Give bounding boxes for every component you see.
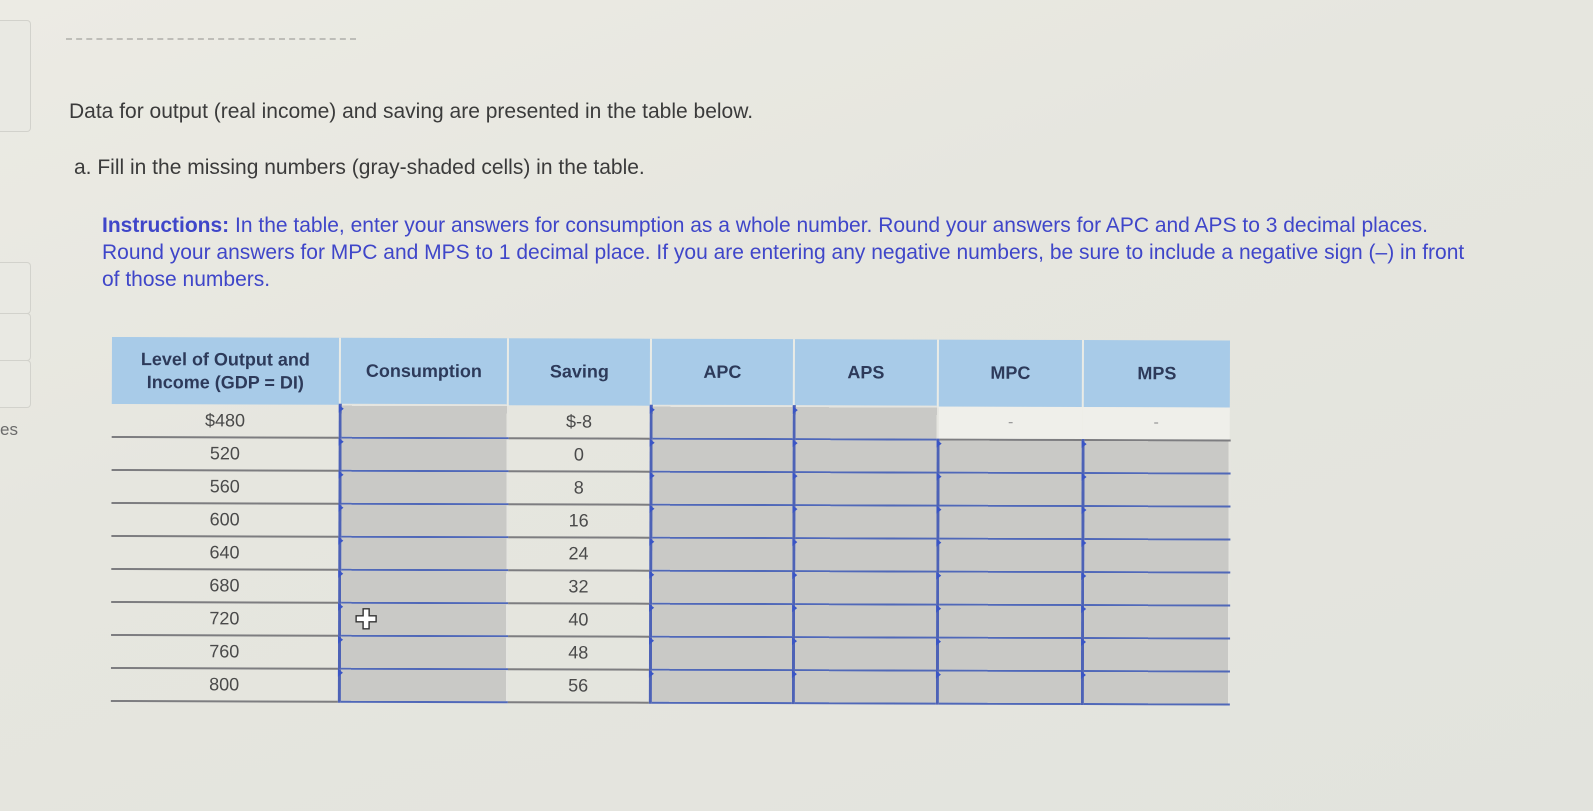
mps-input[interactable] xyxy=(1083,440,1230,473)
mpc-input[interactable] xyxy=(937,572,1082,605)
mps-input[interactable] xyxy=(1082,572,1229,605)
saving-cell: 32 xyxy=(507,570,650,603)
instructions-label: Instructions: xyxy=(102,214,230,237)
mpc-input[interactable] xyxy=(937,671,1082,704)
aps-input[interactable] xyxy=(793,538,937,571)
table-row xyxy=(112,404,1230,441)
header-mpc: MPC xyxy=(938,340,1083,407)
mpc-input[interactable] xyxy=(937,638,1082,671)
consumption-input[interactable] xyxy=(340,405,508,439)
apc-input[interactable] xyxy=(650,670,793,703)
aps-input[interactable] xyxy=(793,571,937,604)
mpc-input[interactable] xyxy=(937,539,1082,572)
mps-input[interactable] xyxy=(1082,506,1229,539)
table-row xyxy=(111,503,1229,540)
table-row xyxy=(111,635,1229,672)
consumption-input[interactable] xyxy=(339,669,507,703)
aps-input[interactable] xyxy=(793,604,937,637)
left-rail xyxy=(0,0,30,811)
top-dashed-rule xyxy=(66,38,356,50)
mps-input[interactable] xyxy=(1082,539,1229,572)
move-cursor-icon xyxy=(355,608,377,630)
mpc-input[interactable] xyxy=(937,506,1082,539)
saving-cell: 40 xyxy=(507,603,650,636)
instructions-text: In the table, enter your answers for consumption as a whole number. Round your answers for APC and APS to 3 decimal places. Round your answers for MPC and MPS to 1 decimal place. If you are entering any negative numbers, be sure to include a negative sign (–) in front of those numbers. xyxy=(102,214,1465,291)
intro-text: Data for output (real income) and saving are presented in the table below. xyxy=(69,100,754,123)
rail-box xyxy=(0,20,31,132)
consumption-input[interactable] xyxy=(339,570,507,604)
apc-input[interactable] xyxy=(651,439,794,472)
consumption-input[interactable] xyxy=(339,537,507,571)
header-row xyxy=(112,337,1230,408)
consumption-input[interactable] xyxy=(340,438,508,472)
mpc-cell: - xyxy=(938,407,1083,440)
output-cell: $480 xyxy=(112,404,340,438)
aps-input[interactable] xyxy=(793,637,937,670)
table-row xyxy=(111,668,1229,705)
output-cell: 560 xyxy=(111,470,339,504)
saving-cell: 0 xyxy=(508,438,651,471)
output-cell: 800 xyxy=(111,668,339,702)
apc-input[interactable] xyxy=(650,604,793,637)
header-consumption: Consumption xyxy=(340,338,508,406)
table-row xyxy=(111,536,1229,573)
mps-input[interactable] xyxy=(1082,605,1229,638)
aps-input[interactable] xyxy=(794,406,938,439)
header-output: Level of Output and Income (GDP = DI) xyxy=(112,337,340,405)
data-table-wrapper xyxy=(111,337,1230,706)
mps-input[interactable] xyxy=(1082,638,1229,671)
header-apc: APC xyxy=(651,339,794,406)
rail-box xyxy=(0,262,31,314)
saving-cell: 56 xyxy=(507,669,650,702)
apc-input[interactable] xyxy=(650,472,793,505)
mpc-input[interactable] xyxy=(937,473,1082,506)
apc-input[interactable] xyxy=(651,406,794,439)
table-row xyxy=(111,470,1229,507)
saving-cell: $-8 xyxy=(508,405,651,438)
consumption-input[interactable] xyxy=(339,636,507,670)
output-cell: 760 xyxy=(111,635,339,669)
mps-input[interactable] xyxy=(1082,671,1229,704)
output-cell: 640 xyxy=(111,536,339,570)
consumption-input[interactable] xyxy=(339,603,507,637)
consumption-input[interactable] xyxy=(339,504,507,538)
output-cell: 680 xyxy=(111,569,339,603)
aps-input[interactable] xyxy=(794,439,938,472)
aps-input[interactable] xyxy=(793,670,937,703)
mpc-input[interactable] xyxy=(938,440,1083,473)
saving-cell: 48 xyxy=(507,636,650,669)
rail-box xyxy=(0,360,31,408)
table-row xyxy=(112,437,1230,474)
mps-input[interactable] xyxy=(1082,473,1229,506)
table-row xyxy=(111,602,1229,639)
apc-input[interactable] xyxy=(650,505,793,538)
output-cell: 520 xyxy=(112,437,340,471)
header-aps: APS xyxy=(794,339,938,406)
apc-input[interactable] xyxy=(650,538,793,571)
part-a-text: a. Fill in the missing numbers (gray-shaded cells) in the table. xyxy=(74,156,645,179)
instructions xyxy=(102,212,1477,293)
output-cell: 600 xyxy=(111,503,339,537)
saving-cell: 8 xyxy=(507,471,650,504)
aps-input[interactable] xyxy=(793,505,937,538)
consumption-input[interactable] xyxy=(339,471,507,505)
saving-cell: 24 xyxy=(507,537,650,570)
apc-input[interactable] xyxy=(650,637,793,670)
aps-input[interactable] xyxy=(793,472,937,505)
data-table xyxy=(111,337,1231,706)
output-cell: 720 xyxy=(111,602,339,636)
rail-box xyxy=(0,313,31,361)
header-mps: MPS xyxy=(1083,340,1230,407)
mpc-input[interactable] xyxy=(937,605,1082,638)
header-saving: Saving xyxy=(508,338,651,405)
saving-cell: 16 xyxy=(507,504,650,537)
rail-label[interactable]: es xyxy=(0,420,18,439)
apc-input[interactable] xyxy=(650,571,793,604)
mps-cell: - xyxy=(1083,407,1230,440)
table-row xyxy=(111,569,1229,606)
